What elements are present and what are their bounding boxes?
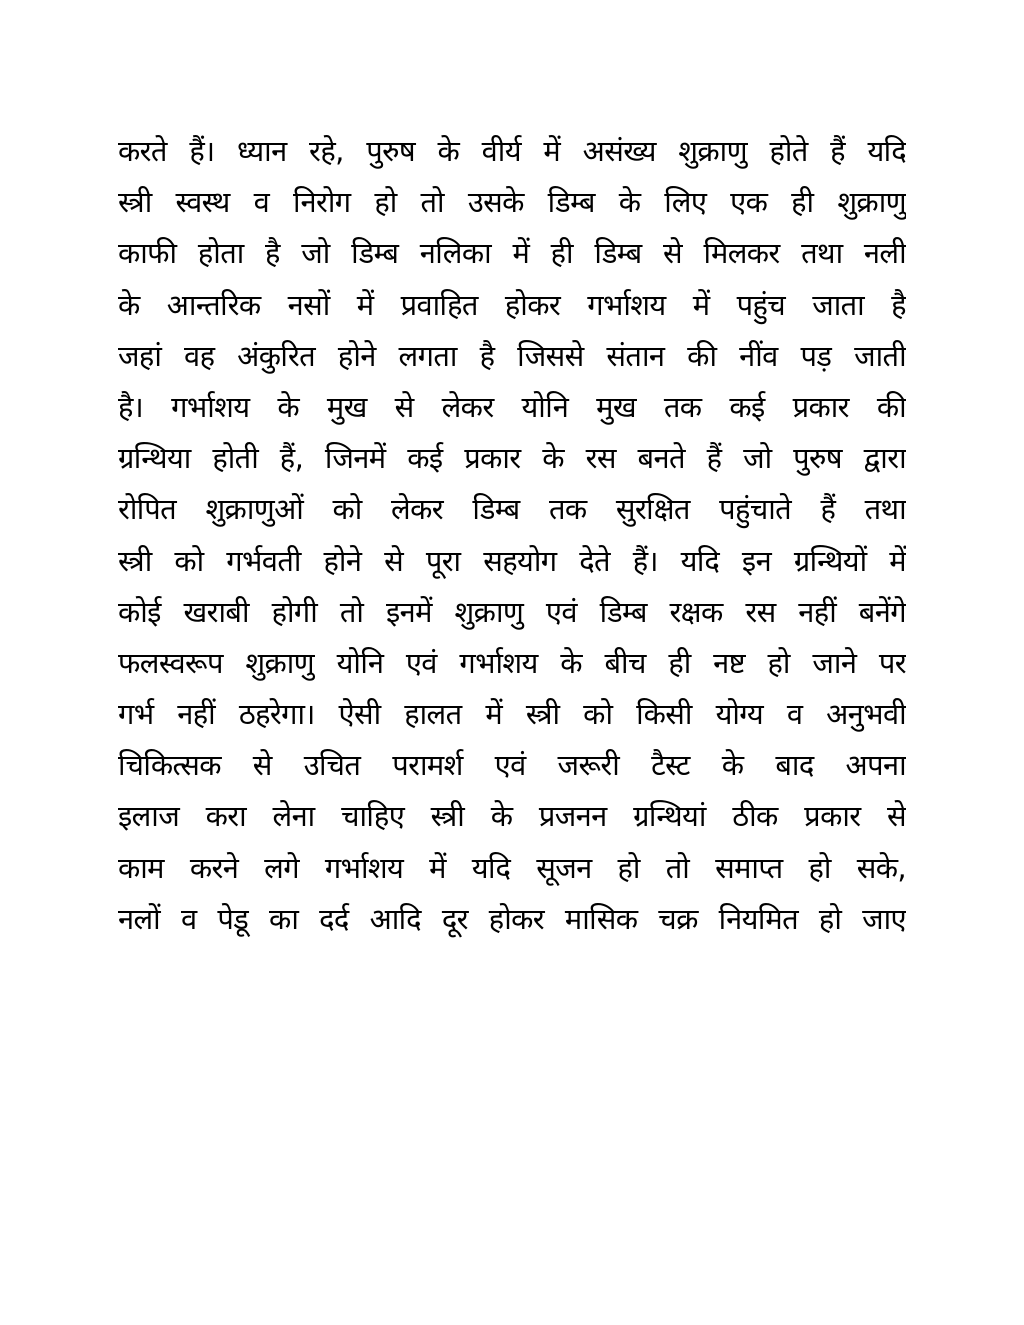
text-line: जहां वह अंकुरित होने लगता है जिससे संतान की नींव पड़ जाती [118,338,906,373]
text-line: इलाज करा लेना चाहिए स्त्री के प्रजनन ग्रन्थियां ठीक प्रकार से [118,799,906,834]
text-line: ग्रन्थिया होती हैं, जिनमें कई प्रकार के रस बनते हैं जो पुरुष द्वारा [118,441,906,476]
body-text [118,126,906,945]
text-line: स्त्री स्वस्थ व निरोग हो तो उसके डिम्ब के लिए एक ही शुक्राणु [118,185,906,220]
text-line: स्त्री को गर्भवती होने से पूरा सहयोग देते हैं। यदि इन ग्रन्थियों में [118,543,906,578]
text-line: फलस्वरूप शुक्राणु योनि एवं गर्भाशय के बीच ही नष्ट हो जाने पर [118,645,906,680]
text-line: कोई खराबी होगी तो इनमें शुक्राणु एवं डिम्ब रक्षक रस नहीं बनेंगे [118,594,906,629]
text-line: रोपित शुक्राणुओं को लेकर डिम्ब तक सुरक्षित पहुंचाते हैं तथा [118,492,906,527]
text-line: है। गर्भाशय के मुख से लेकर योनि मुख तक कई प्रकार की [118,389,906,424]
text-line: नलों व पेडू का दर्द आदि दूर होकर मासिक चक्र नियमित हो जाए [118,901,906,936]
text-line: के आन्तरिक नसों में प्रवाहित होकर गर्भाशय में पहुंच जाता है [118,287,906,322]
text-line: काम करने लगे गर्भाशय में यदि सूजन हो तो समाप्त हो सके, [118,850,906,885]
text-line: करते हैं। ध्यान रहे, पुरुष के वीर्य में असंख्य शुक्राणु होते हैं यदि [118,134,906,168]
text-line: गर्भ नहीं ठहरेगा। ऐसी हालत में स्त्री को किसी योग्य व अनुभवी [118,697,906,732]
text-line: काफी होता है जो डिम्ब नलिका में ही डिम्ब से मिलकर तथा नली [118,236,906,271]
text-line: चिकित्सक से उचित परामर्श एवं जरूरी टैस्ट के बाद अपना [118,748,906,783]
